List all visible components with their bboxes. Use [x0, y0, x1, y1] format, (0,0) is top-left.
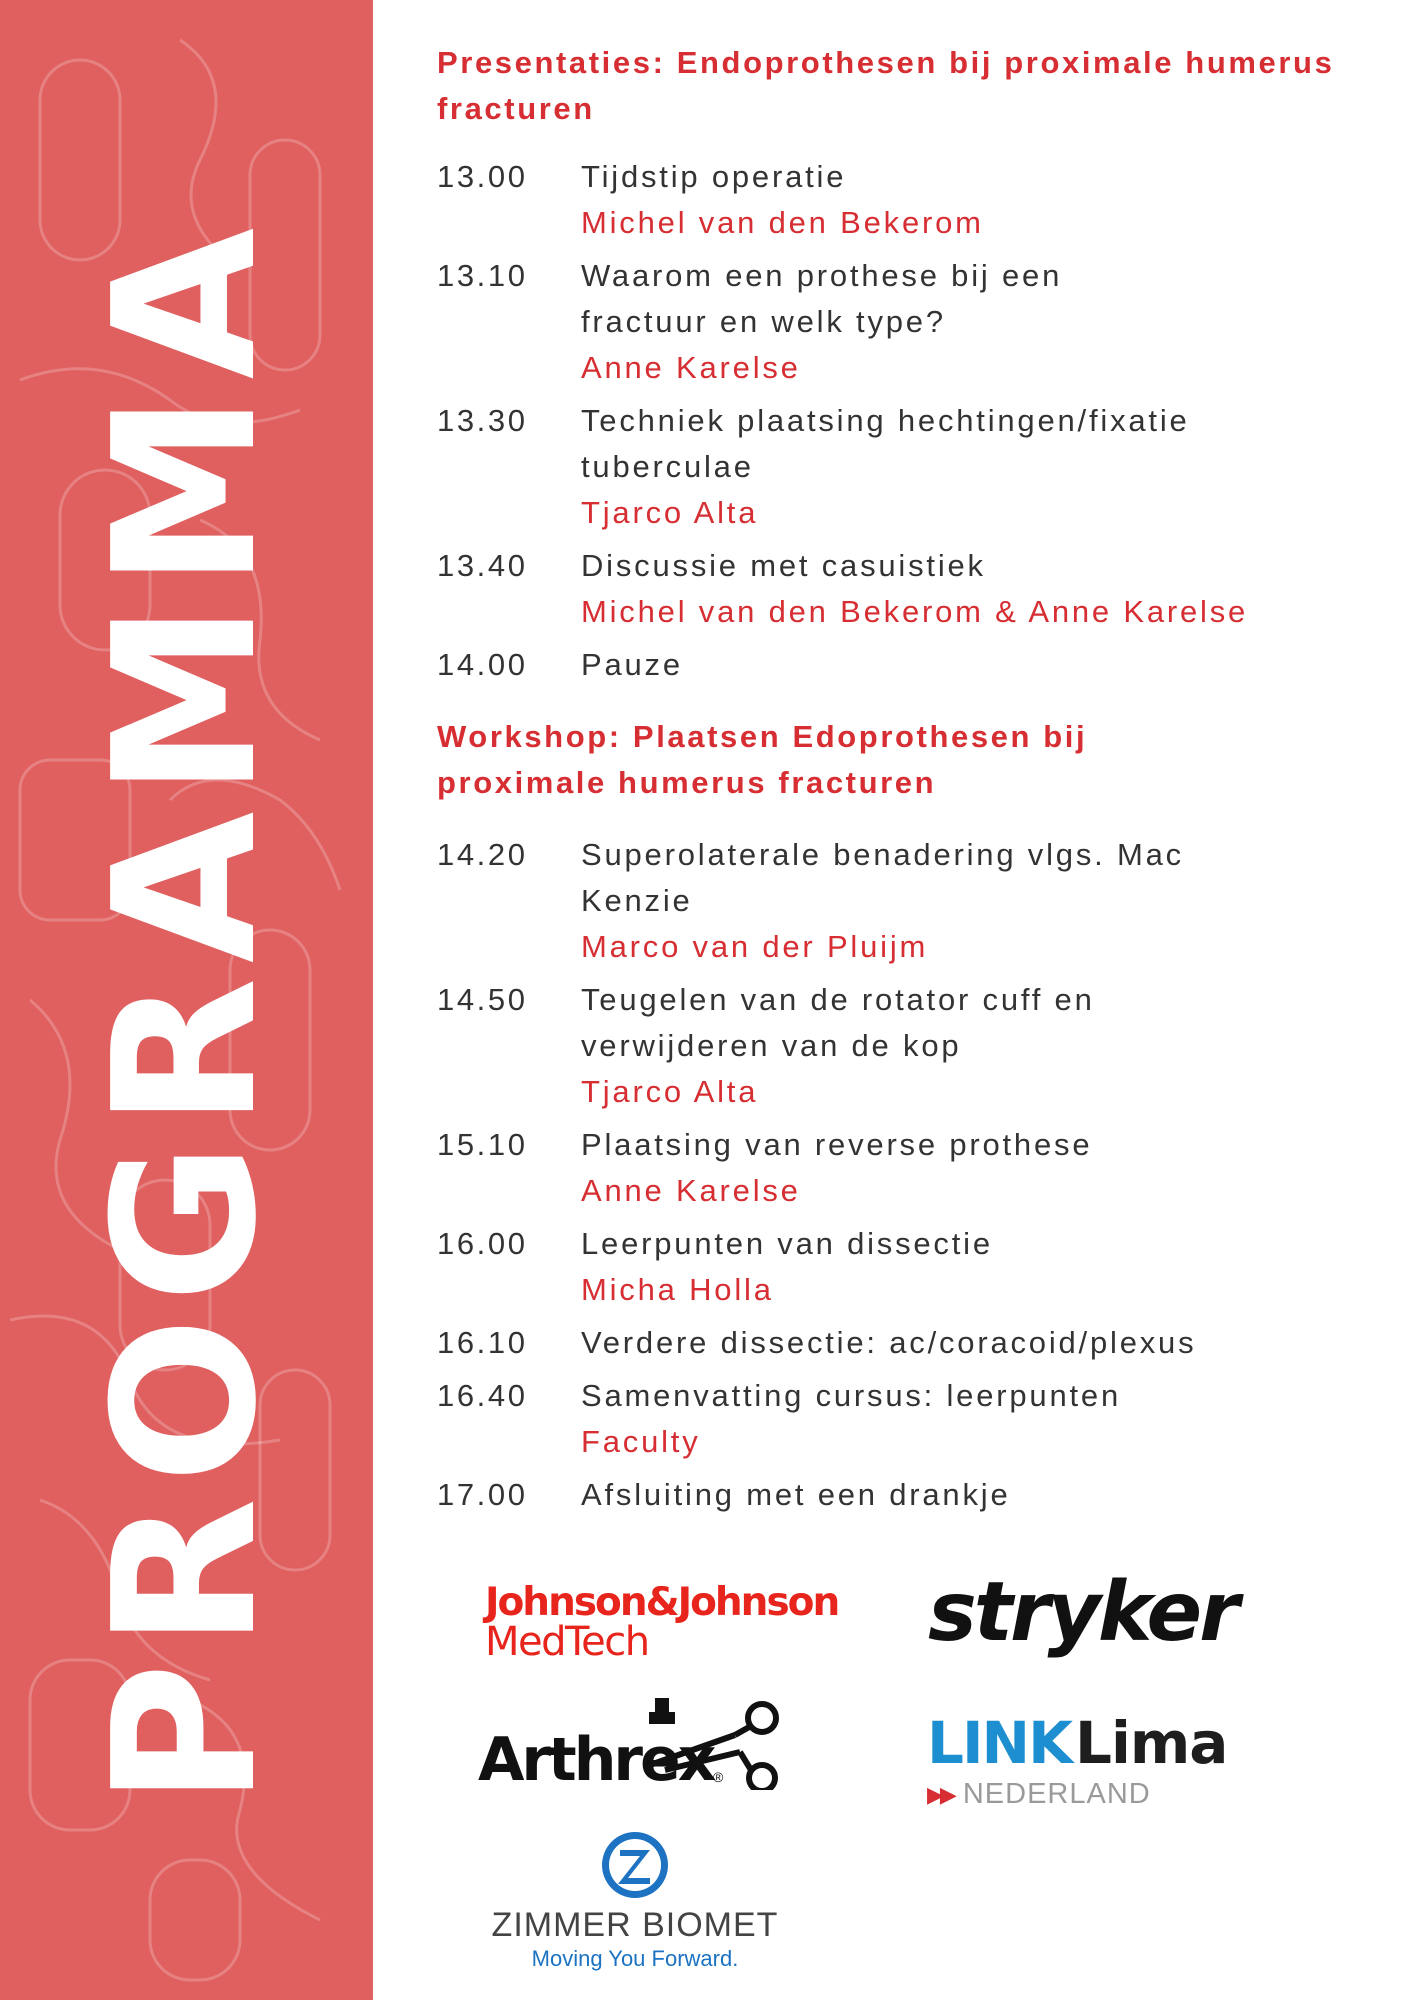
item-time: 16.00 [437, 1226, 528, 1261]
schedule-item [437, 1373, 1397, 1465]
zimmer-name: ZIMMER BIOMET [491, 1906, 779, 1944]
item-speaker: Marco van der Pluijm [581, 929, 929, 964]
arthrex-name: Arthrex [478, 1725, 714, 1795]
item-time: 13.10 [437, 258, 528, 293]
item-title: Plaatsing van reverse prothese [581, 1127, 1093, 1162]
item-title: Superolaterale benadering vlgs. Mac Kenzie [581, 837, 1184, 918]
item-title: Leerpunten van dissectie [581, 1226, 993, 1261]
program-content [437, 40, 1397, 1525]
side-banner [0, 0, 373, 2000]
item-title: Teugelen van de rotator cuff en verwijderen van de kop [581, 982, 1095, 1063]
schedule-item [437, 1221, 1397, 1313]
schedule-item [437, 1472, 1397, 1518]
item-title: Tijdstip operatie [581, 159, 847, 194]
item-time: 17.00 [437, 1477, 528, 1512]
schedule-item [437, 543, 1397, 635]
johnson-johnson-medtech-logo [485, 1580, 839, 1665]
item-time: 16.40 [437, 1378, 528, 1413]
banner-title: PROGRAMMA [72, 213, 300, 1807]
item-time: 16.10 [437, 1325, 528, 1360]
section-title-presentaties: Presentaties: Endoprothesen bij proximale humerus fracturen [437, 45, 1335, 126]
item-time: 14.20 [437, 837, 528, 872]
item-time: 14.50 [437, 982, 528, 1017]
item-speaker: Faculty [581, 1424, 701, 1459]
zimmer-tagline: Moving You Forward. [531, 1946, 739, 1971]
item-title: Verdere dissectie: ac/coracoid/plexus [581, 1325, 1197, 1360]
item-time: 13.00 [437, 159, 528, 194]
schedule-item [437, 398, 1397, 536]
arthrex-registered-mark: ® [713, 1769, 724, 1785]
linklima-sub: NEDERLAND [962, 1778, 1151, 1810]
item-speaker: Michel van den Bekerom [581, 205, 984, 240]
jnj-sub: MedTech [485, 1619, 649, 1665]
linklima-lima: Lima [1075, 1709, 1228, 1777]
stryker-logo: stryker [928, 1565, 1237, 1660]
schedule-presentaties [437, 154, 1397, 688]
item-title: Waarom een prothese bij een fractuur en welk type? [581, 258, 1063, 339]
section-title-workshop: Workshop: Plaatsen Edoprothesen bij proximale humerus fracturen [437, 719, 1088, 800]
linklima-link: LINK [927, 1709, 1072, 1777]
item-time: 15.10 [437, 1127, 528, 1162]
double-arrow-icon: ▶▶ [927, 1781, 953, 1807]
item-time: 14.00 [437, 647, 528, 682]
item-time: 13.40 [437, 548, 528, 583]
schedule-item [437, 253, 1397, 391]
item-time: 13.30 [437, 403, 528, 438]
item-title: Techniek plaatsing hechtingen/fixatie tuberculae [581, 403, 1190, 484]
zimmer-z-icon [600, 1830, 670, 1900]
schedule-item [437, 832, 1397, 970]
schedule-item [437, 1320, 1397, 1366]
schedule-item [437, 977, 1397, 1115]
jnj-name: Johnson&Johnson [485, 1580, 839, 1625]
item-speaker: Michel van den Bekerom & Anne Karelse [581, 594, 1249, 629]
item-title: Pauze [581, 647, 683, 682]
item-title: Samenvatting cursus: leerpunten [581, 1378, 1122, 1413]
item-title: Afsluiting met een drankje [581, 1477, 1011, 1512]
arthrex-logo [475, 1690, 815, 1795]
item-speaker: Tjarco Alta [581, 495, 759, 530]
item-title: Discussie met casuistiek [581, 548, 986, 583]
schedule-item [437, 642, 1397, 688]
schedule-workshop [437, 832, 1397, 1518]
schedule-item [437, 154, 1397, 246]
item-speaker: Tjarco Alta [581, 1074, 759, 1109]
item-speaker: Anne Karelse [581, 350, 801, 385]
linklima-logo [927, 1709, 1228, 1810]
zimmer-biomet-logo [470, 1830, 800, 1970]
item-speaker: Micha Holla [581, 1272, 774, 1307]
item-speaker: Anne Karelse [581, 1173, 801, 1208]
schedule-item [437, 1122, 1397, 1214]
